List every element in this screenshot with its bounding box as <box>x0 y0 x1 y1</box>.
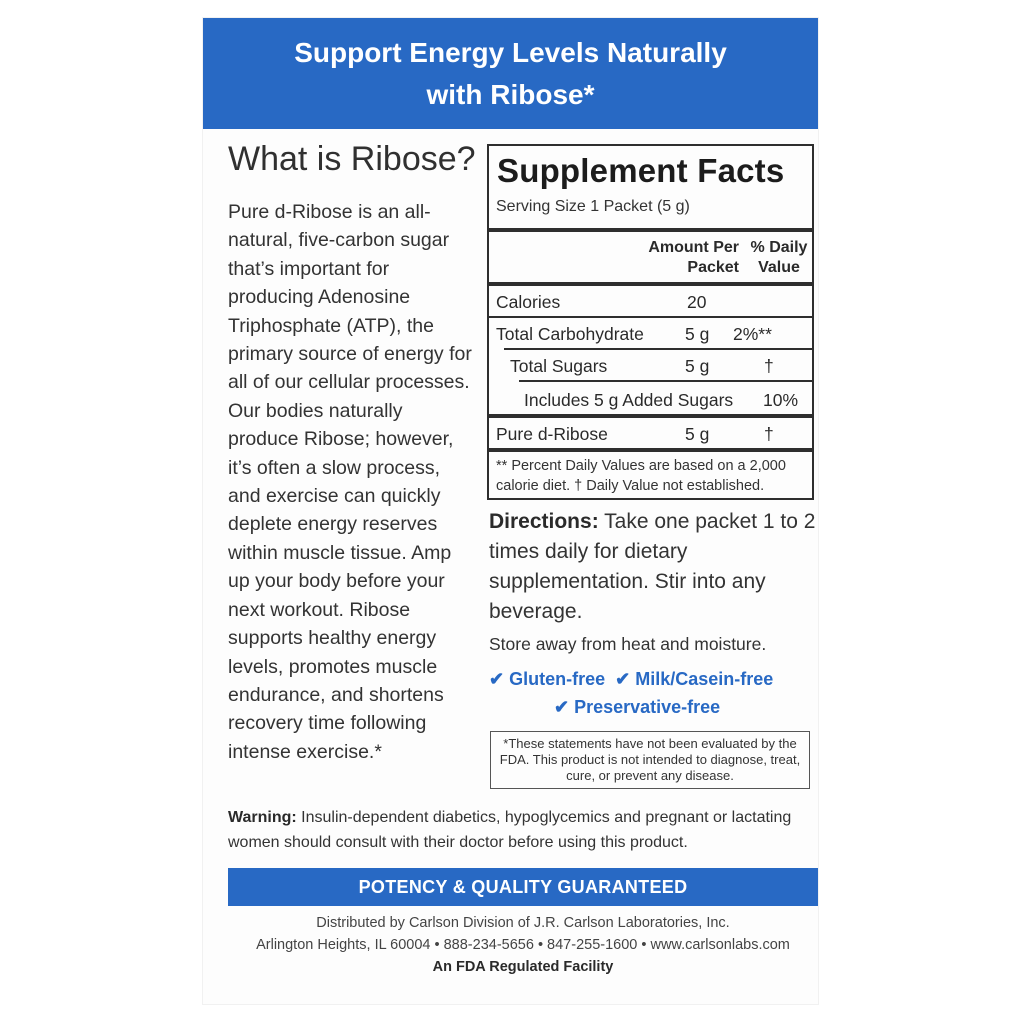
preservative-free-badge: ✔ Preservative-free <box>554 697 721 717</box>
header-amount <box>629 238 739 278</box>
row-daily-value: 2%** <box>733 324 772 344</box>
directions-label: Directions: <box>489 510 599 533</box>
directions-text: Take one packet 1 to 2 times daily for dietary supplementation. Stir into any beverage. <box>489 510 816 623</box>
header-dv-line1: % Daily <box>750 239 808 256</box>
row-amount: 5 g <box>685 324 710 344</box>
facts-footnote: ** Percent Daily Values are based on a 2,000 calorie diet. † Daily Value not established. <box>496 458 786 494</box>
row-amount: 20 <box>687 292 707 312</box>
facts-title: Supplement Facts <box>497 152 785 189</box>
gluten-free-badge: ✔ Gluten-free <box>489 669 606 689</box>
warning-label: Warning: <box>228 809 297 826</box>
facts-row-added-sugars <box>489 384 812 414</box>
serving-size: Serving Size 1 Packet (5 g) <box>496 198 690 215</box>
warning <box>228 805 828 855</box>
divider-thick <box>489 448 812 452</box>
row-amount: 5 g <box>685 424 710 444</box>
distributor-line2: Arlington Heights, IL 60004 • 888-234-5656 • 847-255-1600 • www.carlsonlabs.com <box>256 937 790 953</box>
row-daily-value: † <box>764 356 774 376</box>
intro-body: Pure d-Ribose is an all-natural, five-carbon sugar that’s important for producing Adenosine Triphosphate (ATP), the primary source of energy for all of our cellular processes. Our bodies naturally produce Ribose; however, it’s often a slow process, and exercise can quickly deplete energy reserves within muscle tissue. Amp up your body before your next workout. Ribose supports healthy energy levels, promotes muscle endurance, and shortens recovery time following intense exercise.* <box>228 201 472 763</box>
directions <box>489 507 819 627</box>
distributor-line1: Distributed by Carlson Division of J.R. Carlson Laboratories, Inc. <box>316 915 730 931</box>
badges-line1 <box>489 665 819 693</box>
distributor-info <box>203 912 843 978</box>
guarantee-banner: POTENCY & QUALITY GUARANTEED <box>228 868 818 906</box>
intro-heading: What is Ribose? <box>228 140 476 178</box>
facts-row-ribose <box>489 418 812 448</box>
free-from-badges <box>489 665 819 721</box>
header-amount-line2: Packet <box>687 259 739 276</box>
header-dv-line2: Value <box>758 259 800 276</box>
row-label: Includes 5 g Added Sugars <box>524 390 734 410</box>
header-daily-value <box>749 238 809 278</box>
banner-title-line2: with Ribose* <box>426 78 595 110</box>
facts-row-carbohydrate <box>489 318 812 348</box>
row-label: Calories <box>496 292 561 312</box>
facts-row-sugars <box>489 350 812 380</box>
row-daily-value: 10% <box>763 390 799 410</box>
header-banner <box>203 18 818 129</box>
divider <box>519 380 812 382</box>
row-label: Total Sugars <box>510 356 608 376</box>
facts-row-calories <box>489 286 812 316</box>
row-amount: 5 g <box>685 356 710 376</box>
storage-instructions: Store away from heat and moisture. <box>489 634 767 654</box>
badges-line2 <box>489 693 819 721</box>
banner-title-line1: Support Energy Levels Naturally <box>294 36 727 68</box>
fda-disclaimer: *These statements have not been evaluated by the FDA. This product is not intended to diagnose, treat, cure, or prevent any disease. <box>490 731 810 789</box>
row-daily-value: † <box>764 424 774 444</box>
distributor-line3: An FDA Regulated Facility <box>432 959 614 975</box>
warning-text: Insulin-dependent diabetics, hypoglycemics and pregnant or lactating women should consult with their doctor before using this product. <box>228 809 792 851</box>
divider-thick <box>489 228 812 232</box>
supplement-facts-panel <box>487 144 814 500</box>
milk-casein-free-badge: ✔ Milk/Casein-free <box>615 669 774 689</box>
row-label: Total Carbohydrate <box>496 324 644 344</box>
header-amount-line1: Amount Per <box>648 239 739 256</box>
row-label: Pure d-Ribose <box>496 424 608 444</box>
